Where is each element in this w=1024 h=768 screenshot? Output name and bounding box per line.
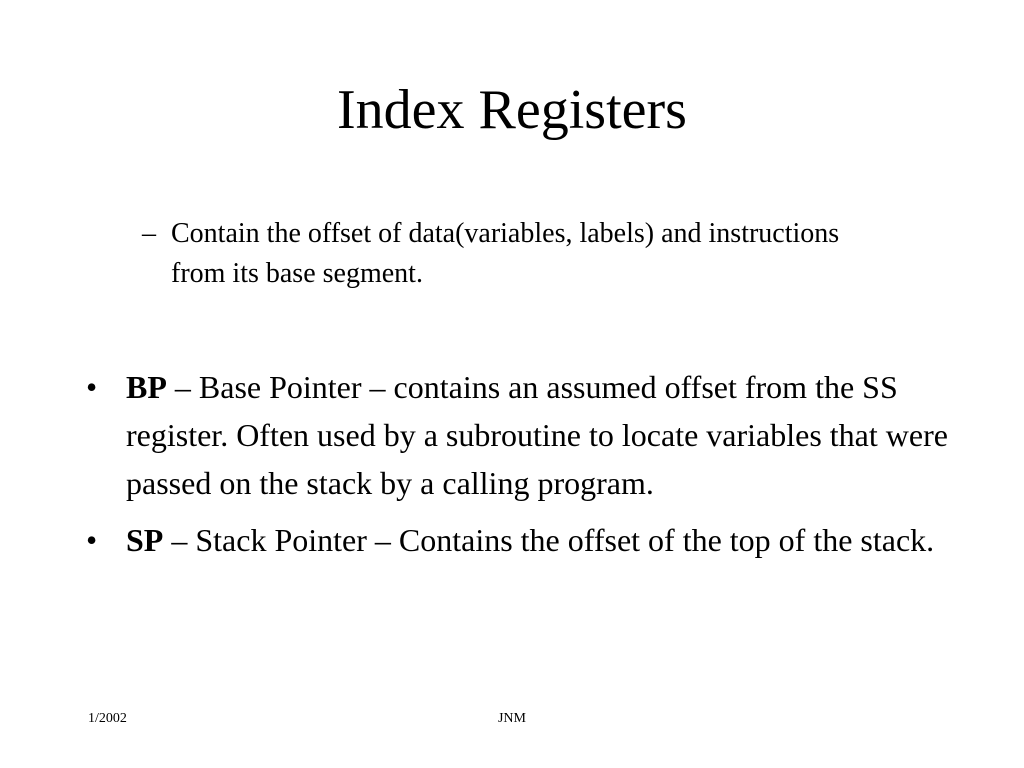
bullet-marker: • — [86, 369, 98, 405]
main-bullet-list — [86, 363, 956, 573]
sub-bullet-list — [142, 214, 862, 294]
bullet-term: BP — [126, 369, 167, 405]
sub-bullet-text: Contain the offset of data(variables, labels) and instructions from its base segment. — [171, 218, 840, 289]
sub-bullet-item — [142, 214, 862, 294]
bullet-marker: • — [86, 522, 98, 558]
bullet-item-sp — [86, 516, 956, 564]
footer-date: 1/2002 — [88, 711, 127, 726]
bullet-text: – Stack Pointer – Contains the offset of the top of the stack. — [163, 522, 935, 558]
bullet-term: SP — [126, 522, 164, 558]
footer-author: JNM — [497, 711, 526, 726]
slide-title: Index Registers — [337, 79, 687, 141]
dash-marker: – — [142, 218, 156, 249]
bullet-text: – Base Pointer – contains an assumed offset from the SS register. Often used by a subroutine to locate variables that were passed on the stack by a calling program. — [126, 369, 948, 501]
bullet-item-bp — [86, 363, 956, 507]
